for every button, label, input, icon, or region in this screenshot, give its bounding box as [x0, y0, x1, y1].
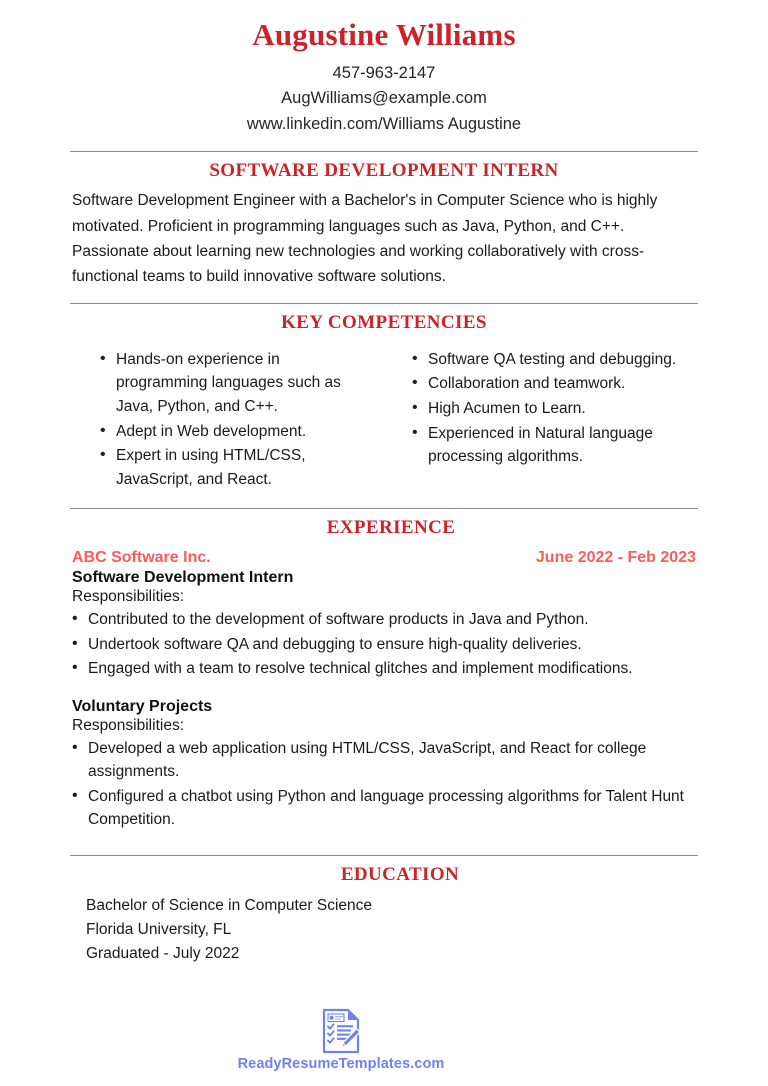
list-item: • Developed a web application using HTML/CSS, JavaScript, and React for college assignments.	[70, 737, 698, 784]
brand-name[interactable]: ReadyResumeTemplates.com	[237, 1056, 445, 1072]
competencies-left-column	[70, 348, 384, 492]
education-heading: EDUCATION	[340, 863, 460, 885]
summary-section	[0, 152, 768, 288]
education-degree: Bachelor of Science in Computer Science	[86, 896, 373, 914]
summary-heading: SOFTWARE DEVELOPMENT INTERN	[209, 160, 559, 182]
list-item: • Expert in using HTML/CSS, JavaScript, and React.	[98, 444, 370, 491]
list-item: • Configured a chatbot using Python and language processing algorithms for Talent Hunt Competition.	[70, 785, 698, 832]
job-dates: June 2022 - Feb 2023	[535, 549, 696, 567]
education-section	[0, 856, 768, 967]
list-item: • High Acumen to Learn.	[410, 397, 698, 421]
project-title: Voluntary Projects	[72, 697, 213, 715]
experience-job-2	[0, 696, 768, 832]
list-item: • Adept in Web development.	[98, 420, 370, 444]
job-company-name: ABC Software Inc.	[72, 549, 211, 567]
competencies-heading: KEY COMPETENCIES	[281, 311, 487, 333]
education-school: Florida University, FL	[86, 921, 232, 939]
list-item: • Contributed to the development of software products in Java and Python.	[70, 608, 698, 632]
job-responsibilities-list	[70, 608, 698, 681]
contact-phone: 457-963-2147	[332, 63, 436, 82]
list-item: • Hands-on experience in programming languages such as Java, Python, and C++.	[98, 348, 370, 419]
project-responsibilities-list	[70, 737, 698, 832]
resume-header	[0, 0, 768, 137]
job-title: Software Development Intern	[72, 569, 294, 587]
list-item: • Collaboration and teamwork.	[410, 372, 698, 396]
contact-email[interactable]: AugWilliams@example.com	[281, 89, 487, 108]
resume-document-pen-icon	[320, 1008, 362, 1054]
summary-text: Software Development Engineer with a Bachelor's in Computer Science who is highly motivated. Proficient in programming languages such as Java, Python, and C++. Passionate about learning new technologies and working collaboratively with cross-functional teams to build innovative software solutions.	[72, 192, 658, 285]
competencies-left-list	[98, 348, 370, 491]
experience-job-1	[0, 543, 768, 681]
competencies-section	[0, 304, 768, 492]
list-item: • Experienced in Natural language processing algorithms.	[410, 422, 698, 469]
experience-heading: EXPERIENCE	[326, 517, 456, 539]
contact-linkedin[interactable]: www.linkedin.com/Williams Augustine	[246, 114, 522, 133]
candidate-name: Augustine Williams	[252, 17, 516, 52]
competencies-right-list	[410, 348, 698, 469]
list-item: • Engaged with a team to resolve technical glitches and implement modifications.	[70, 657, 698, 681]
experience-section	[0, 509, 768, 832]
list-item: • Software QA testing and debugging.	[410, 348, 698, 372]
responsibilities-label: Responsibilities:	[72, 588, 184, 606]
footer-branding	[0, 1008, 768, 1072]
competencies-right-column	[384, 348, 698, 492]
list-item: • Undertook software QA and debugging to ensure high-quality deliveries.	[70, 633, 698, 657]
responsibilities-label: Responsibilities:	[72, 716, 184, 734]
education-graduation: Graduated - July 2022	[86, 945, 240, 963]
